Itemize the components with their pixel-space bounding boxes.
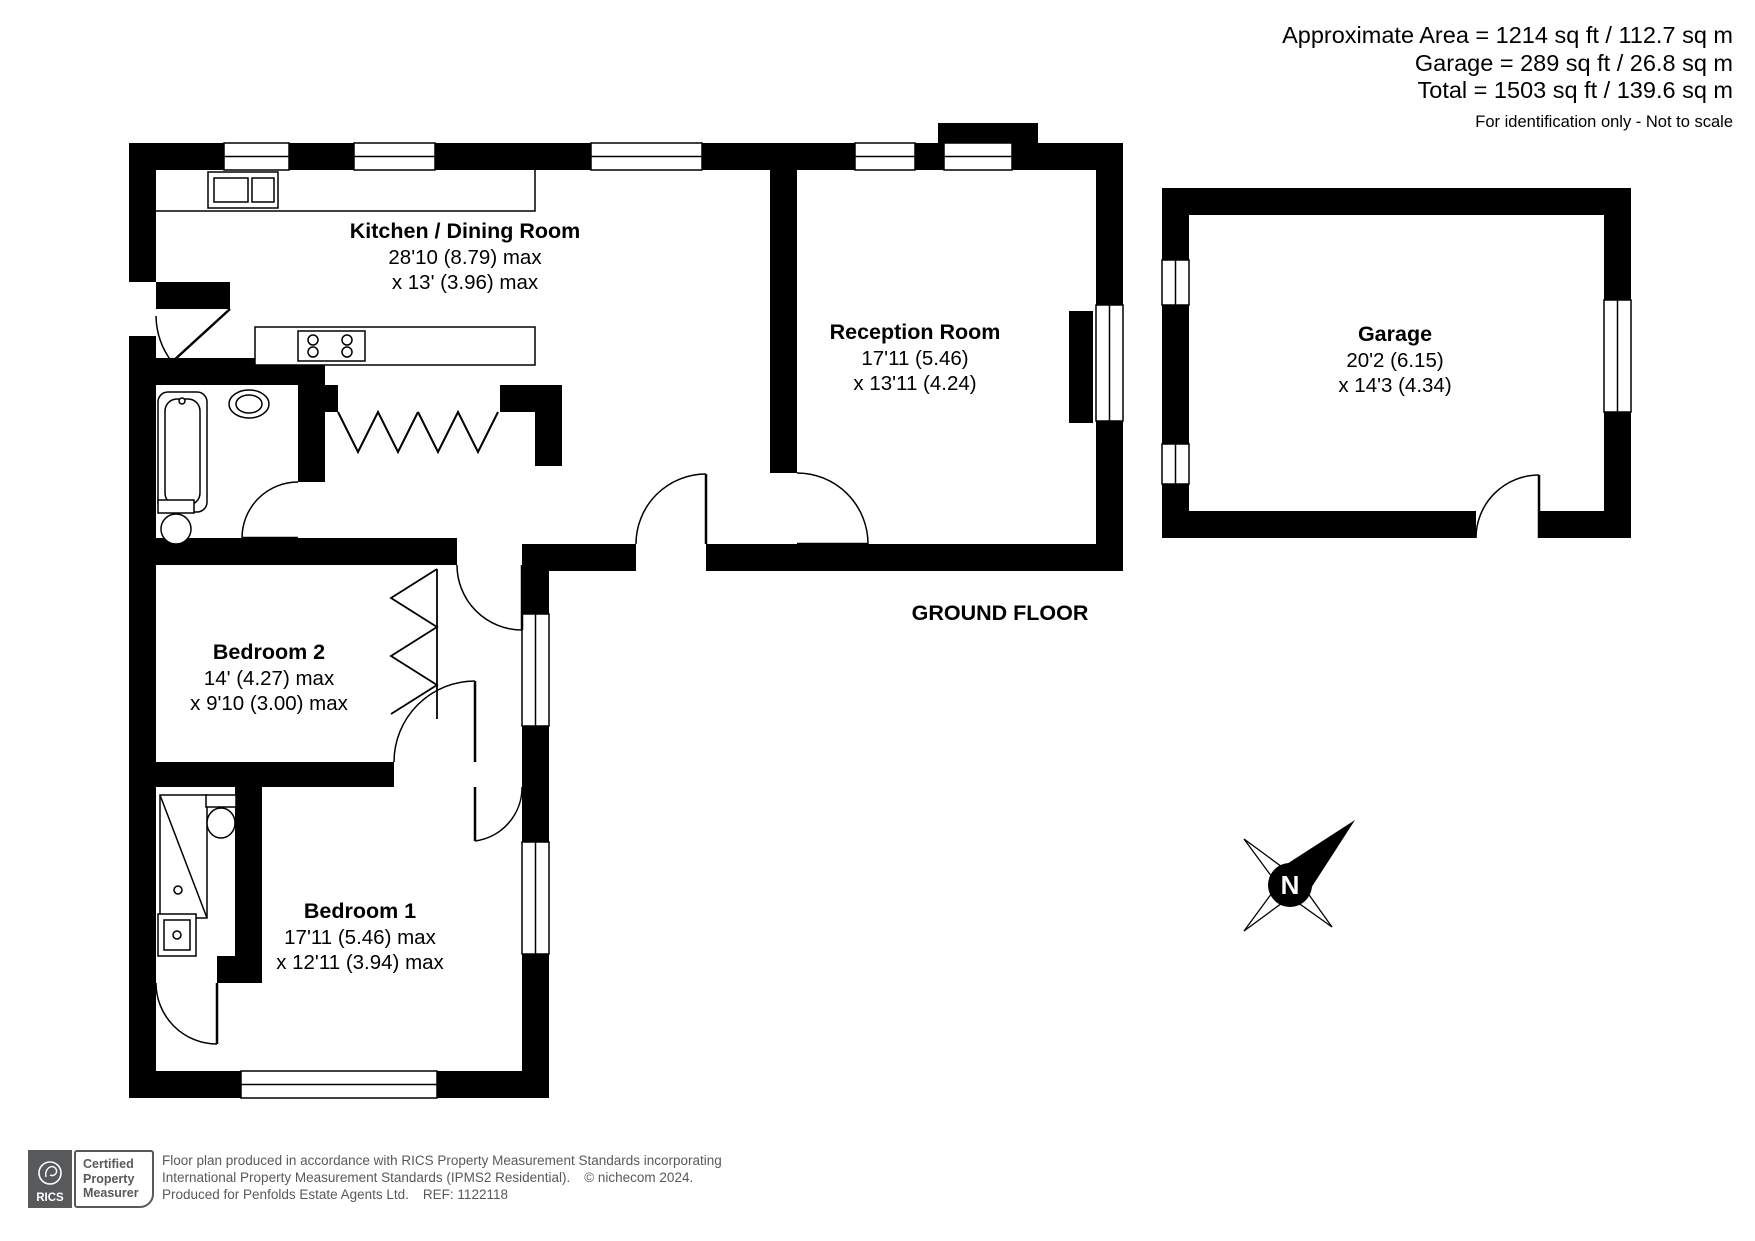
shower-icon [160, 795, 207, 918]
footer-line3: Produced for Penfolds Estate Agents Ltd. REF: 1122118 [162, 1187, 508, 1202]
wall-ensuite-stub [217, 956, 262, 983]
window [1096, 305, 1123, 421]
wall-entrance-stub [156, 282, 230, 309]
window [855, 143, 915, 170]
door-garage [1476, 475, 1539, 538]
footer [0, 1142, 1755, 1241]
room-label-bedroom1: Bedroom 1 17'11 (5.46) max x 12'11 (3.94) max [276, 899, 444, 974]
wall-left-upper [129, 143, 156, 282]
window [1162, 444, 1189, 484]
window [224, 143, 289, 170]
copyright-text: © nichecom 2024. [584, 1170, 694, 1185]
approximate-area: Approximate Area = 1214 sq ft / 112.7 sq m [1282, 22, 1733, 48]
bathtub-icon [158, 392, 207, 512]
wall-garage-bottom-b [1539, 511, 1631, 538]
footer-fine-print [162, 1152, 722, 1203]
wall-hall-stub [535, 412, 562, 466]
door-bifold [338, 412, 498, 452]
door-bedroom1 [475, 787, 522, 841]
window [1162, 260, 1189, 305]
window [354, 143, 435, 170]
rics-lion-icon [28, 1150, 72, 1208]
wall-reception-bottom [706, 544, 1120, 571]
door-bathroom [242, 482, 298, 538]
vanity-sink-icon [158, 914, 196, 956]
ensuite-toilet-icon [206, 795, 236, 838]
garage-area: Garage = 289 sq ft / 26.8 sq m [1414, 49, 1733, 76]
toilet-icon [158, 500, 194, 544]
wall-kitchen-bottom-b [500, 385, 562, 412]
window [1604, 300, 1631, 412]
reference-number: REF: 1122118 [422, 1187, 508, 1202]
window [591, 143, 702, 170]
porch-ledge [938, 123, 1038, 143]
footer-line1: Floor plan produced in accordance with RICS Property Measurement Standards incorporating [162, 1153, 722, 1168]
door-bedroom2 [394, 681, 475, 762]
stove-icon [255, 327, 535, 365]
wall-left-lower [129, 336, 156, 1098]
window [944, 143, 1012, 170]
door-inner-hall [457, 565, 522, 630]
window [241, 1071, 437, 1098]
window [522, 614, 549, 726]
room-label-kitchen-dining: Kitchen / Dining Room 28'10 (8.79) max x 13' (3.96) max [349, 219, 581, 294]
wall-bedroom-divider [129, 762, 394, 787]
room-label-bedroom2: Bedroom 2 14' (4.27) max x 9'10 (3.00) max [190, 640, 348, 715]
door-hall-rear [636, 474, 706, 544]
rics-logo [28, 1150, 72, 1208]
wall-kitchen-reception-divider [770, 170, 797, 473]
area-summary [1282, 22, 1733, 136]
wall-garage-top [1162, 188, 1631, 215]
chimney-breast [1069, 311, 1093, 423]
kitchen-sink-icon [208, 172, 278, 208]
floor-title: GROUND FLOOR [911, 601, 1089, 625]
rics-wordmark: RICS [36, 1192, 64, 1204]
footer-line2: International Property Measurement Standards (IPMS2 Residential). © nichecom 2024. [162, 1170, 694, 1185]
door-ensuite [156, 983, 217, 1044]
scale-disclaimer: For identification only - Not to scale [1475, 112, 1733, 131]
window [522, 842, 549, 954]
wall-garage-left [1162, 188, 1189, 538]
door-entrance [156, 309, 230, 362]
compass-n-letter: N [1280, 870, 1300, 900]
compass-north-icon [1244, 820, 1355, 931]
room-label-reception: Reception Room 17'11 (5.46) x 13'11 (4.24) [829, 320, 1001, 395]
door-reception [797, 473, 868, 544]
wall-hall-south [522, 544, 636, 571]
certified-property-measurer-badge: Certified Property Measurer [74, 1150, 154, 1208]
total-area: Total = 1503 sq ft / 139.6 sq m [1417, 77, 1733, 103]
wall-bathroom-right [298, 385, 325, 482]
wardrobe-icon [391, 569, 437, 719]
room-label-garage: Garage 20'2 (6.15) x 14'3 (4.34) [1338, 322, 1452, 397]
wall-garage-bottom-a [1162, 511, 1476, 538]
wall-ensuite-right [235, 787, 262, 983]
sink-icon [229, 390, 269, 418]
